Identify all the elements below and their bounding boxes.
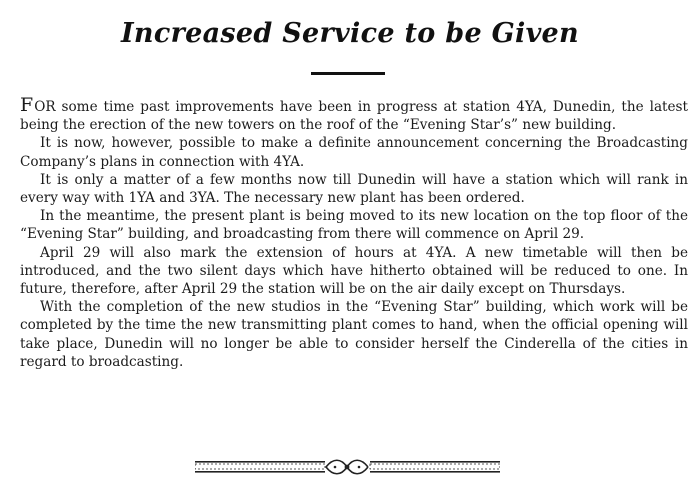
divider-right-bar [370,461,500,473]
headline-rule [311,72,385,75]
article-body [20,94,688,371]
lead-text: OR some time past improvements have been in progress at station 4YA, Dunedin, the latest being the erection of the new towers on the roof of the “Evening Star’s” new building. [20,99,688,134]
ornamental-divider [195,456,500,478]
paragraph-lead [20,94,688,134]
divider-left-bar [195,461,325,473]
paragraph-hours-extension: April 29 will also mark the extension of hours at 4YA. A new timetable will then be introduced, and the two silent days which have hitherto obtained will be reduced to one. In future, therefore, after April 29 the station will be on the air daily except on Thursdays. [20,244,688,298]
headline: Increased Service to be Given [121,18,579,49]
divider-flourish-icon [326,460,368,474]
drop-cap: F [20,94,35,116]
paragraph-plant-move: In the meantime, the present plant is being moved to its new location on the top floor of the “Evening Star” building, and broadcasting from there will commence on April 29. [20,208,688,243]
paragraph-new-station: It is only a matter of a few months now till Dunedin will have a station which will rank in every way with 1YA and 3YA. The necessary new plant has been ordered. [20,171,688,207]
paragraph-studios-completion: With the completion of the new studios in the “Evening Star” building, which work will be completed by the time the new transmitting plant comes to hand, when the official opening will take place, Dunedin will no longer be able to consider herself the Cinderella of the cities in regard to broadcasting. [20,299,688,370]
paragraph-announcement: It is now, however, possible to make a definite announcement concerning the Broadcasting Company’s plans in connection with 4YA. [20,135,688,170]
